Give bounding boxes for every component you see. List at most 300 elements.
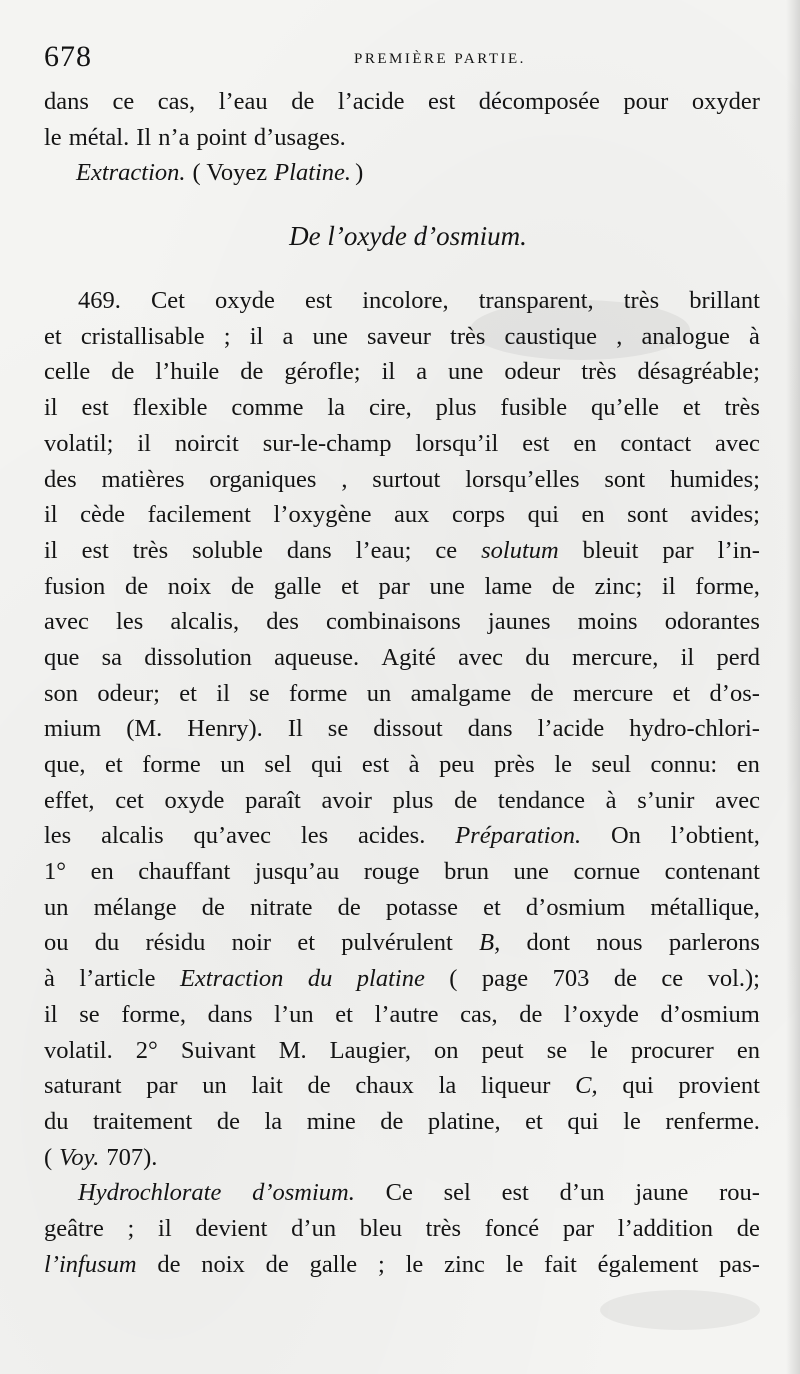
word: métal. [68,123,130,151]
text-line [44,1104,760,1140]
word: traitement [93,1107,193,1135]
word: un [220,751,245,778]
text-line [44,961,760,997]
word: peut [481,1036,524,1064]
word: il [44,536,58,564]
word: B, [479,929,501,957]
word: volatil; [44,429,114,457]
word: très [623,287,660,315]
word: noir [231,929,272,957]
word: avides; [690,501,760,529]
word: sont [627,501,668,529]
word: et [44,322,62,350]
text-line [44,569,760,605]
word: très [581,358,617,386]
text-line [44,818,760,854]
word: l’addition [617,1214,714,1242]
word: jaunes [487,608,551,636]
word: renferme. [665,1107,760,1135]
word: corps [451,501,506,529]
word: saveur [366,322,431,350]
word: comme [231,394,304,422]
word: de [265,1250,289,1278]
word: l’un [274,1000,314,1028]
word: noix [167,572,212,600]
word: ce [661,965,684,993]
word: zinc [444,1250,485,1278]
word: et [483,893,501,921]
word: plus [435,394,477,422]
word: contact [620,429,692,457]
paper-stain [600,1290,760,1330]
word: pas- [719,1250,760,1278]
word: à [408,751,420,778]
word: la [438,1072,457,1100]
word: d’un [559,1179,605,1207]
paragraph-hydrochlorate [44,1175,760,1282]
word: paraît [245,786,301,814]
word: 707). [106,1143,158,1171]
word: liqueur [481,1072,551,1100]
word: le [590,1036,608,1064]
word: On [610,822,641,850]
word: très [450,322,486,350]
word: l’in- [717,536,760,564]
word: la [327,394,346,422]
word: se [327,715,349,743]
word: par [146,1072,178,1100]
word: une [513,858,549,886]
word: près [493,751,535,778]
page-edge-shadow [786,0,800,1374]
word: forme, [695,572,760,600]
word: Voy. [59,1143,100,1171]
word: en [736,1036,760,1064]
extraction-text-after: ) [355,159,364,187]
word: à [605,786,617,814]
word: ce [112,88,135,115]
word: l’obtient, [670,822,760,850]
word: et [179,679,197,707]
word: l’oxyde [564,1000,639,1028]
word: cas, [157,88,196,115]
word: un [366,679,392,707]
word: le [554,751,573,778]
word: 703 [552,965,590,993]
word: du [44,1107,69,1135]
text-line [44,925,760,961]
word: sa [101,643,123,671]
word: l’autre [374,1000,439,1028]
paragraph-469 [44,283,760,1175]
word: et [672,679,691,707]
text-line [44,747,760,783]
word: soluble [192,536,263,564]
word: page [481,965,529,993]
text-line [44,120,760,156]
spacer [44,271,760,283]
word: cristallisable [80,322,205,350]
word: jaune [635,1179,689,1207]
word: M. [278,1036,307,1064]
word: et [525,1107,543,1135]
word: provient [678,1072,760,1100]
page-header [44,40,760,80]
word: dissout [373,715,443,743]
word: dissolution [144,643,252,671]
word: aux [394,501,430,529]
word: forme [142,751,201,778]
word: de [454,786,478,814]
word: d’osmium [525,893,626,921]
word: d’osmium. [252,1179,355,1207]
word: l’eau; [355,536,412,564]
word: forme [288,679,348,707]
word: Il [287,715,303,743]
word: lait [251,1072,283,1100]
word: seul [591,751,632,778]
word: bleuit [582,536,639,564]
word: galle [309,1250,358,1278]
word: potasse [385,893,458,921]
word: bleu [359,1214,402,1242]
text-line [44,1247,760,1283]
word: qu’avec [193,822,272,850]
word: Suivant [180,1036,256,1064]
word: dans [207,1000,253,1028]
word: à [749,322,760,350]
word: plus [392,786,434,814]
word: de [240,358,264,386]
word: fait [544,1250,577,1278]
word: dans [44,88,89,115]
word: Laugier, [329,1036,411,1064]
word: volatil. [44,1036,113,1064]
word: en [581,501,605,529]
word: amalgame [410,679,512,707]
word: foncé [484,1214,540,1242]
word: de [111,358,135,386]
word: cas, [460,1000,498,1028]
word: et [335,1000,353,1028]
word: il [137,429,151,457]
word: de [551,572,575,600]
word: il [158,1214,172,1242]
word: et [297,929,316,957]
word: qui [311,751,343,778]
word: avoir [321,786,372,814]
text-line [44,497,760,533]
word: combinaisons [326,608,461,636]
word: sel [264,751,292,778]
word: Extraction [179,965,284,993]
word: est [304,287,333,315]
word: , [341,465,348,493]
word: Ce [385,1179,413,1207]
word: peu [439,751,475,778]
word: odorantes [664,608,760,636]
word: il [216,679,230,707]
text-line [44,1033,760,1069]
extraction-text-before: ( Voyez [192,159,268,187]
word: sont [604,465,646,493]
word: se [79,1000,100,1028]
text-line [44,426,760,462]
word: par [662,536,694,564]
word: alcalis [101,822,164,850]
word: que [44,643,80,671]
word: tendance [497,786,585,814]
word: que, [44,751,86,778]
text-line [44,390,760,426]
word: de [380,1107,404,1135]
word: avec [715,786,760,814]
word: rou- [719,1179,760,1207]
text-line [44,711,760,747]
word: connu: [650,751,718,778]
word: a [282,322,294,350]
word: mercure [572,679,654,707]
word: le [623,1107,641,1135]
word: ( [44,1143,53,1171]
text-line [44,319,760,355]
word: effet, [44,786,95,814]
word: hydro-chlori- [629,715,760,743]
running-head: PREMIÈRE PARTIE. [354,51,526,67]
extraction-ref: Platine. [274,159,352,187]
word: qui [527,501,559,529]
word: fusion [44,572,106,600]
word: une [429,572,465,600]
word: parlerons [668,929,760,957]
word: Agité [381,643,436,671]
text-line [44,640,760,676]
word: pulvérulent [341,929,453,957]
word: Hydrochlorate [78,1179,222,1207]
word: il [249,322,264,350]
text-line [44,533,760,569]
word: on [434,1036,459,1064]
word: mine [306,1107,356,1135]
word: l’oxygène [273,501,372,529]
text-line [44,997,760,1033]
word: rouge [363,858,420,886]
word: vol.); [707,965,760,993]
word: surtout [372,465,441,493]
word: et [341,572,359,600]
word: Henry). [187,715,263,743]
word: chaux [355,1072,414,1100]
word: oxyde [215,287,275,315]
word: se [249,679,270,707]
word: son [44,679,79,707]
word: nous [596,929,643,957]
word: brillant [689,287,760,315]
word: qui [567,1107,599,1135]
word: le [44,123,62,151]
word: procurer [630,1036,714,1064]
word: de [216,1107,240,1135]
word: métallique, [650,893,760,921]
word: humides; [670,465,760,493]
word: incolore, [362,287,449,315]
word: avec [458,643,503,671]
text-line [44,84,760,120]
word: de [291,88,315,115]
word: ; [127,1214,135,1242]
word: un [202,1072,227,1100]
word: solutum [481,536,559,564]
word: l’article [79,965,156,993]
word: flexible [132,394,208,422]
word: mium [44,715,102,743]
word: galle [273,572,322,600]
word: Préparation. [455,822,582,850]
word: caustique [504,322,598,350]
word: également [597,1250,699,1278]
extraction-line [44,155,760,191]
word: gérofle; [284,358,361,386]
word: qu’elle [590,394,660,422]
text-line [44,1211,760,1247]
word: cet [115,786,144,814]
word: platine, [427,1107,501,1135]
word: lame [484,572,533,600]
word: oxyder [691,88,760,115]
word: est [428,88,456,115]
word: se [546,1036,568,1064]
word: nitrate [249,893,313,921]
word: dans [286,536,332,564]
word: n’a [158,123,190,151]
word: du [307,965,333,993]
page-number: 678 [44,40,92,73]
word: de [201,893,225,921]
text-line [44,1140,760,1176]
word: ( [449,965,458,993]
word: analogue [641,322,730,350]
word: une [312,322,348,350]
word: s’unir [637,786,695,814]
word: est [522,429,550,457]
text-line [44,854,760,890]
word: celle [44,358,91,386]
word: ; [377,1250,385,1278]
word: chauffant [138,858,231,886]
word: à [44,965,55,993]
word: sur-le-champ [262,429,392,457]
word: perd [716,643,760,671]
word: les [44,822,72,850]
word: l’acide [337,88,405,115]
word: 2° [135,1036,158,1064]
word: d’os- [709,679,760,707]
word: une [448,358,484,386]
text-line [44,462,760,498]
word: lorsqu’elles [465,465,580,493]
word: en [573,429,597,457]
word: très [425,1214,462,1242]
word: ; [223,322,231,350]
word: et [105,751,123,778]
word: il [44,394,58,422]
word: contenant [664,858,760,886]
word: odeur; [97,679,160,707]
word: le [405,1250,424,1278]
text-line [44,354,760,390]
word: 1° [44,858,67,886]
word: cornue [573,858,641,886]
word: des [266,608,299,636]
word: odeur [504,358,561,386]
word: d’osmium [660,1000,760,1028]
word: en [736,751,760,778]
section-heading: De l’oxyde d’osmium. [289,221,527,252]
word: mercure, [571,643,659,671]
word: 469. [78,287,121,315]
word: de [736,1214,760,1242]
word: est [81,536,109,564]
word: mélange [93,893,177,921]
word: saturant [44,1072,122,1100]
word: noircit [174,429,239,457]
word: cire, [368,394,412,422]
word: geâtre [44,1214,104,1242]
extraction-label: Extraction. [76,159,186,187]
word: il [381,358,396,386]
word: avec [715,429,760,457]
word: un [44,893,69,921]
word: brun [444,858,489,886]
word: par [378,572,410,600]
text-line [44,676,760,712]
word: oxyde [164,786,225,814]
word: il [44,1000,58,1028]
word: Il [136,123,152,151]
word: et [682,394,701,422]
word: de [307,1072,331,1100]
word: décomposée [478,88,600,115]
word: il [680,643,695,671]
text-line [44,1175,760,1211]
word: cède [80,501,126,529]
word: l’huile [155,358,220,386]
word: est [81,394,109,422]
word: de [337,893,361,921]
word: dont [526,929,571,957]
word: d’un [291,1214,337,1242]
word: devient [195,1214,268,1242]
word: noix [201,1250,245,1278]
word: , [616,322,623,350]
word: ce [435,536,458,564]
word: organiques [209,465,317,493]
word: qui [622,1072,654,1100]
word: platine [356,965,425,993]
word: très [724,394,760,422]
word: du [525,643,550,671]
word: d’usages. [253,123,346,151]
word: jusqu’au [254,858,340,886]
word: (M. [126,715,163,743]
word: facilement [147,501,251,529]
word: alcalis, [170,608,240,636]
word: est [501,1179,529,1207]
text-line [44,890,760,926]
text-line [44,1068,760,1104]
word: de [157,1250,181,1278]
word: de [613,965,637,993]
